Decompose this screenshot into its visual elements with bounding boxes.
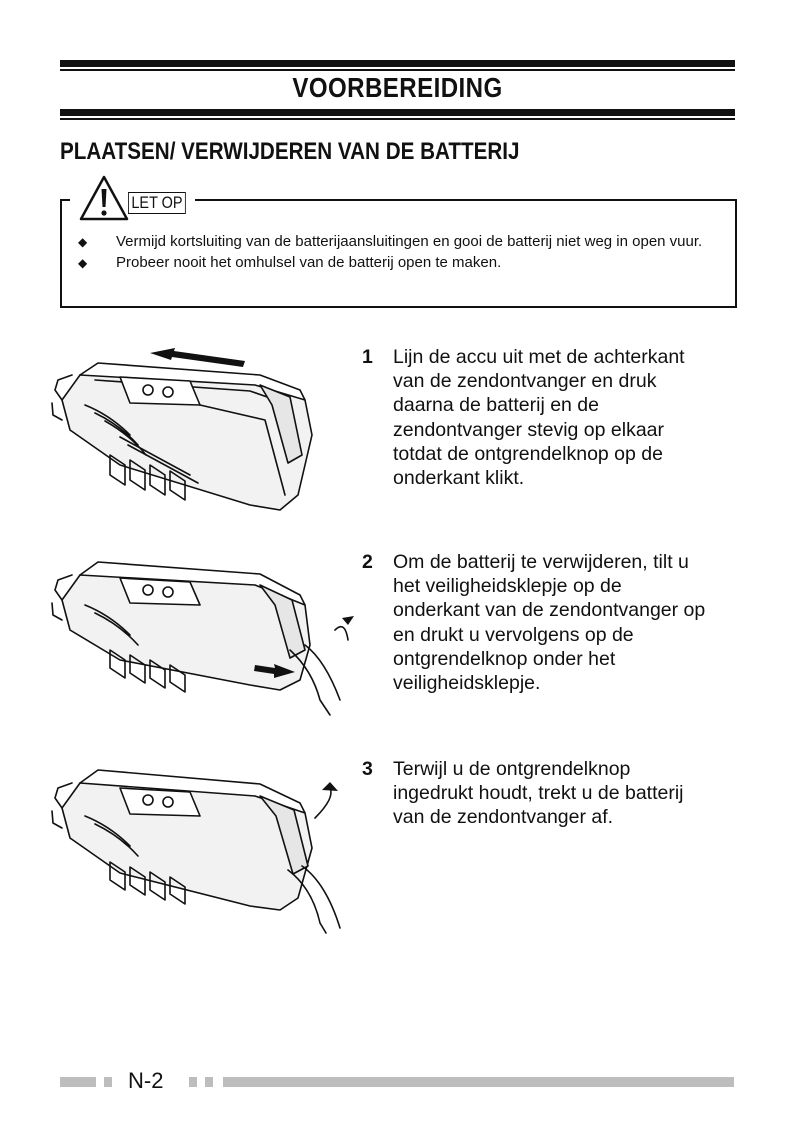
step-number: 3 bbox=[362, 758, 373, 780]
header-rule-thin-bottom bbox=[60, 118, 735, 120]
radio-release-latch-illustration bbox=[50, 550, 360, 725]
caution-label: LET OP bbox=[128, 192, 186, 214]
step-text: Lijn de accu uit met de achterkant van de zendontvanger en druk daarna de batterij en de zendontvanger stevig op elkaar totdat de ontgrendelknop op de onderkant klikt. bbox=[393, 346, 685, 490]
caution-item bbox=[78, 233, 728, 251]
warning-triangle-icon bbox=[78, 174, 130, 222]
page-number: N-2 bbox=[128, 1068, 164, 1093]
caution-item-text: Vermijd kortsluiting van de batterijaansluitingen en gooi de batterij niet weg in open vuur. bbox=[116, 233, 703, 250]
step-1 bbox=[362, 345, 732, 490]
header-rule-thick-bottom bbox=[60, 109, 735, 116]
step-text: Om de batterij te verwijderen, tilt u het veiligheidsklepje op de onderkant van de zendontvanger op en drukt u vervolgens op de ontgrendelknop onder het veiligheidsklepje. bbox=[393, 551, 706, 695]
header-rule-thin-top bbox=[60, 69, 735, 71]
step-number: 1 bbox=[362, 346, 373, 368]
step-number: 2 bbox=[362, 551, 373, 573]
header-rule-thick-top bbox=[60, 60, 735, 67]
radio-battery-remove-illustration bbox=[50, 758, 360, 938]
caution-list bbox=[78, 233, 728, 275]
section-title: PLAATSEN/ VERWIJDEREN VAN DE BATTERIJ bbox=[60, 138, 520, 165]
footer-bar-segment bbox=[104, 1077, 112, 1087]
radio-battery-attach-illustration bbox=[50, 345, 340, 520]
diamond-bullet-icon: ◆ bbox=[78, 235, 88, 249]
footer-bar-segment bbox=[189, 1077, 197, 1087]
caution-item-text: Probeer nooit het omhulsel van de batterij open te maken. bbox=[116, 254, 502, 271]
footer-bar-segment bbox=[205, 1077, 213, 1087]
step-3 bbox=[362, 757, 732, 830]
diamond-bullet-icon: ◆ bbox=[78, 256, 88, 270]
step-2 bbox=[362, 550, 732, 695]
footer-bar-segment bbox=[223, 1077, 734, 1087]
step-text: Terwijl u de ontgrendelknop ingedrukt houdt, trekt u de batterij van de zendontvanger af. bbox=[393, 758, 684, 829]
caution-item bbox=[78, 254, 728, 272]
footer-bar-segment bbox=[60, 1077, 96, 1087]
page-title: VOORBEREIDING bbox=[292, 72, 503, 103]
